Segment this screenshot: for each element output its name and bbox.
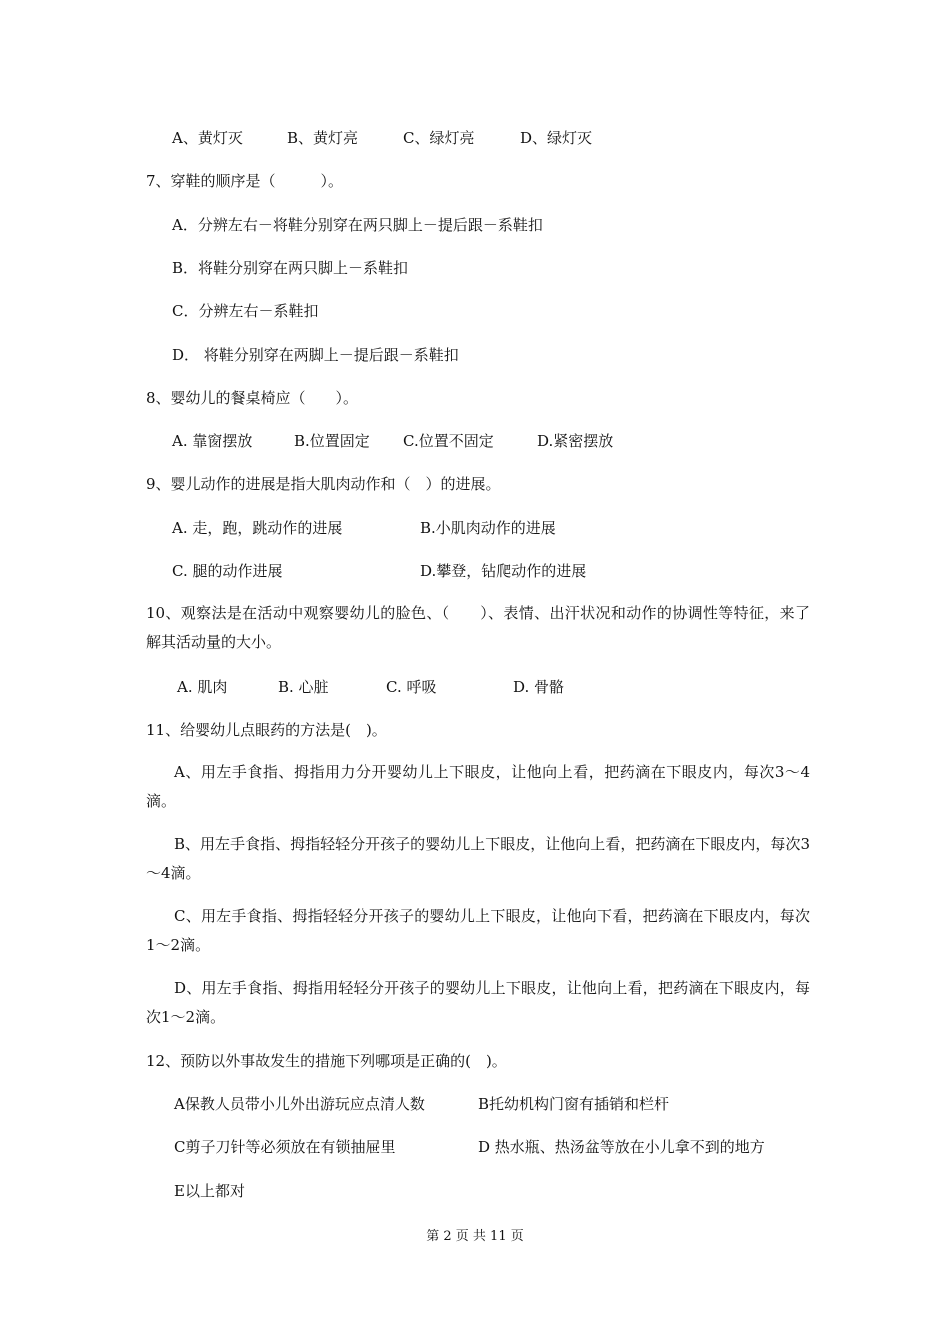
q7-option-b: B．将鞋分别穿在两只脚上－系鞋扣 bbox=[172, 259, 409, 277]
q10-stem: 10、观察法是在活动中观察婴幼儿的脸色、（ ）、表情、出汗状况和动作的协调性等特征，来了解其活动量的大小。 bbox=[146, 604, 810, 651]
q11-option-c: C、用左手食指、拇指轻轻分开孩子的婴幼儿上下眼皮，让他向下看，把药滴在下眼皮内，每次1～2滴。 bbox=[146, 907, 810, 954]
q8-option-a: A. 靠窗摆放 bbox=[172, 432, 253, 450]
q11-option-a: A、用左手食指、拇指用力分开婴幼儿上下眼皮，让他向上看，把药滴在下眼皮内，每次3～4滴。 bbox=[146, 763, 810, 810]
q9-stem: 9、婴儿动作的进展是指大肌肉动作和（ ）的进展。 bbox=[146, 475, 501, 493]
q12-option-a: A保教人员带小儿外出游玩应点清人数 bbox=[174, 1095, 425, 1113]
q9-option-a: A. 走，跑，跳动作的进展 bbox=[172, 519, 343, 537]
q7-option-d: D． 将鞋分别穿在两脚上－提后跟－系鞋扣 bbox=[172, 346, 459, 364]
q8-option-b: B.位置固定 bbox=[294, 432, 370, 450]
q12-option-b: B托幼机构门窗有插销和栏杆 bbox=[478, 1095, 670, 1113]
q6-option-d: D、绿灯灭 bbox=[520, 129, 593, 147]
q12-option-c: C剪子刀针等必须放在有锁抽屉里 bbox=[174, 1138, 396, 1156]
q8-stem: 8、婴幼儿的餐桌椅应（ ）。 bbox=[146, 389, 359, 407]
q9-option-c: C. 腿的动作进展 bbox=[172, 562, 283, 580]
q10-option-d: D. 骨骼 bbox=[513, 678, 565, 696]
q7-option-a: A．分辨左右－将鞋分别穿在两只脚上－提后跟－系鞋扣 bbox=[172, 216, 543, 234]
q10-option-c: C. 呼吸 bbox=[386, 678, 437, 696]
q7-stem: 7、穿鞋的顺序是（ ）。 bbox=[146, 172, 344, 190]
q11-stem: 11、给婴幼儿点眼药的方法是( )。 bbox=[146, 721, 387, 739]
q6-option-c: C、绿灯亮 bbox=[403, 129, 475, 147]
q10-option-b: B. 心脏 bbox=[278, 678, 329, 696]
q7-option-c: C．分辨左右－系鞋扣 bbox=[172, 302, 319, 320]
q11-option-b: B、用左手食指、拇指轻轻分开孩子的婴幼儿上下眼皮，让他向上看，把药滴在下眼皮内，每次3～4滴。 bbox=[146, 835, 810, 882]
q6-option-b: B、黄灯亮 bbox=[287, 129, 359, 147]
q12-stem: 12、预防以外事故发生的措施下列哪项是正确的( )。 bbox=[146, 1052, 507, 1070]
q6-option-a: A、黄灯灭 bbox=[172, 129, 243, 147]
q9-option-d: D.攀登，钻爬动作的进展 bbox=[420, 562, 587, 580]
q9-option-b: B.小肌肉动作的进展 bbox=[420, 519, 556, 537]
q8-option-c: C.位置不固定 bbox=[403, 432, 494, 450]
q10-option-a: A. 肌肉 bbox=[177, 678, 228, 696]
q12-option-e: E以上都对 bbox=[174, 1182, 245, 1200]
q8-option-d: D.紧密摆放 bbox=[537, 432, 614, 450]
q12-option-d: D 热水瓶、热汤盆等放在小儿拿不到的地方 bbox=[478, 1138, 765, 1156]
page-number-footer: 第 2 页 共 11 页 bbox=[426, 1229, 524, 1244]
q11-option-d: D、用左手食指、拇指用轻轻分开孩子的婴幼儿上下眼皮，让他向上看，把药滴在下眼皮内，每次1～2滴。 bbox=[146, 979, 810, 1026]
